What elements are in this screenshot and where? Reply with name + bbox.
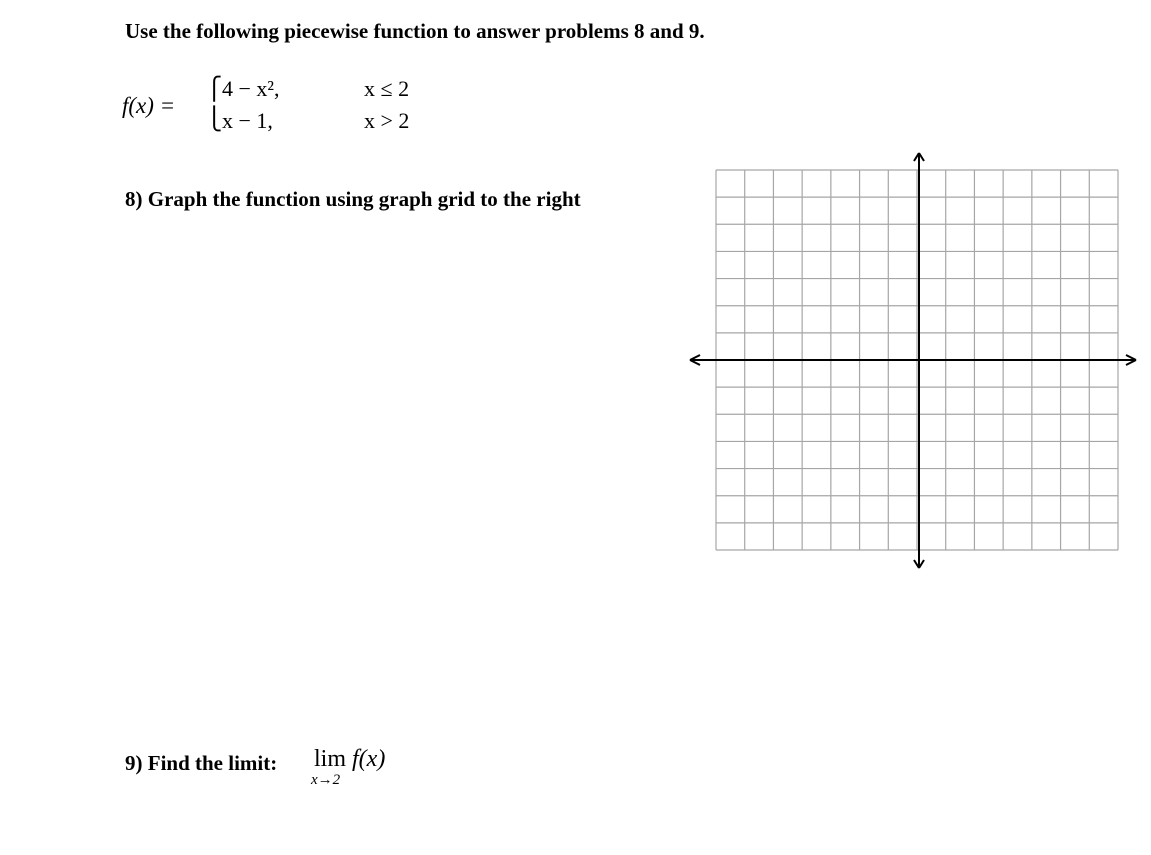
limit-function: f(x) [352, 746, 386, 772]
case2-condition: x > 2 [364, 108, 410, 133]
limit-subscript: x→2 [311, 772, 341, 788]
limit-expression [314, 746, 385, 773]
coordinate-axes [690, 153, 1136, 568]
brace-bottom-icon: ⎩ [206, 107, 223, 132]
case2-expression: x − 1, [222, 108, 273, 133]
case1-condition: x ≤ 2 [364, 76, 410, 101]
case1-expression: 4 − x², [222, 76, 280, 101]
function-label: f(x) = [122, 93, 176, 118]
question-8: 8) Graph the function using graph grid to the right [125, 187, 581, 211]
question-9-label: 9) Find the limit: [125, 751, 278, 775]
instructions-heading: Use the following piecewise function to answer problems 8 and 9. [125, 19, 705, 43]
limit-word: lim [314, 746, 347, 772]
brace-top-icon: ⎧ [206, 77, 223, 102]
